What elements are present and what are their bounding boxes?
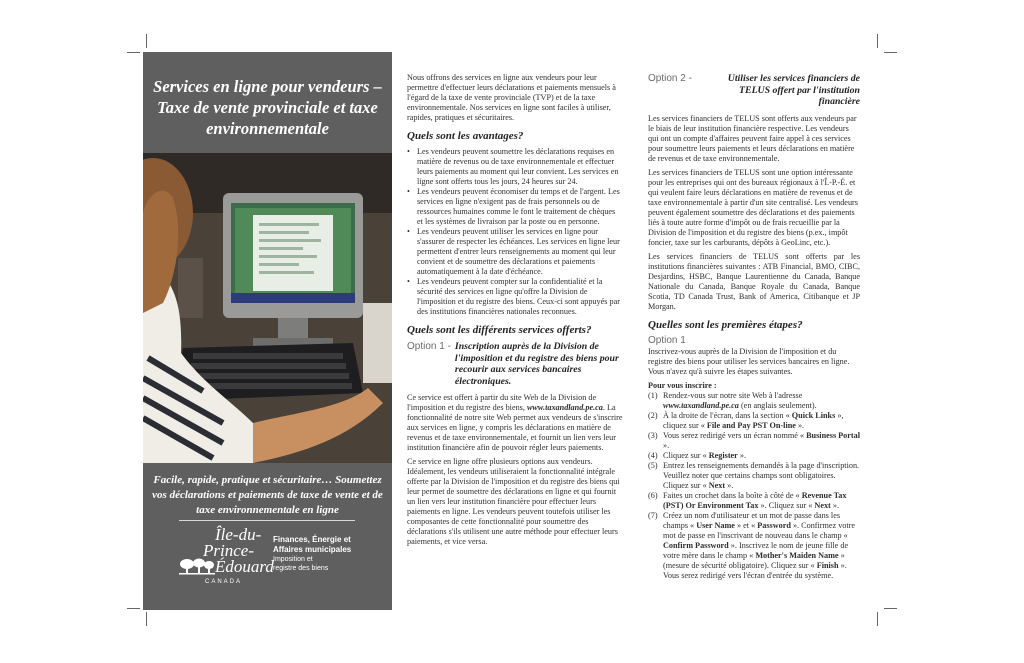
step-item: (7) Créez un nom d'utilisateur et un mot de passe dans les champs « User Name » et « Password ». Confirmez votre mot de passe en l'inscrivant de nouveau dans le champ « Confirm Password ». Inscrivez le nom de jeune fille de votre mère dans le champ « Mother's Maiden Name » (mesure de sécurité obligatoire). Cliquez sur « Finish ». Vous serez redirigé vers l'écran d'entrée du système.	[648, 510, 856, 580]
crop-mark	[884, 608, 897, 609]
cover-photo	[143, 153, 392, 463]
dept-line: registre des biens	[273, 565, 329, 572]
paragraph: Les services financiers de TELUS sont une option intéressante pour les entreprises qui ont des bureaux régionaux à l'Î.-P.-É. et qui veulent faire leurs déclarations en matière de revenus et de taxe environnementale à partir d'un site centralisé. Les vendeurs peuvent également soumettre des déclarations et des paiements liés à toute autre forme d'impôt ou de frais recueillie par la Division de l'imposition et du registre des biens (p.ex., impôt foncier, taxe sur les carburants, dépôts à GeoLinc, etc.).	[648, 167, 858, 247]
step-item: (1) Rendez-vous sur notre site Web à l'adresse www.taxandland.pe.ca (en anglais seulement).	[648, 390, 817, 410]
list-item: • Les vendeurs peuvent soumettre les déclarations requises en matière de revenus ou de taxe environnementale et effectuer leurs paiements au moment qui leur convient. Les services en ligne sont offerts tous les jours, 24 heures sur 24.	[407, 147, 619, 186]
crop-mark	[877, 612, 878, 626]
logo-word-3: Édouard	[215, 557, 274, 576]
dept-line: Finances, Énergie et	[273, 535, 351, 544]
step-item: (3) Vous serez redirigé vers un écran nommé « Business Portal ».	[648, 430, 861, 450]
option-1-label: Option 1	[648, 334, 686, 346]
crop-mark	[146, 34, 147, 48]
right-column	[648, 73, 860, 581]
option-title: Inscription auprès de la Division de l'imposition et du registre des biens pour recourir aux services bancaires électroniques.	[454, 341, 619, 387]
option-1-heading	[407, 341, 623, 387]
crop-mark	[146, 612, 147, 626]
step-item: (5) Entrez les renseignements demandés à la page d'inscription. Veuillez noter que certains champs sont obligatoires. Cliquez sur « Next ».	[648, 460, 860, 490]
steps-list	[648, 391, 860, 581]
cover-title: Services en ligne pour vendeurs – Taxe de vente provinciale et taxe environnementale	[153, 77, 382, 138]
paragraph: Inscrivez-vous auprès de la Division de l'imposition et du registre des biens pour utiliser les services bancaires en ligne. Vous n'avez qu'à suivre les étapes suivantes.	[648, 346, 850, 376]
paragraph: Ce service est offert à partir du site Web de la Division de l'imposition et du registre des biens, www.taxandland.pe.ca. La fonctionnalité de notre site Web permet aux vendeurs de s'inscrire aux services en ligne, y compris les déclarations en matière de revenus et de taxe environnementale, et fournit un lien vers leur institution financière afin de pouvoir régler leurs paiements.	[407, 393, 623, 452]
option-2-heading	[648, 73, 860, 108]
logo-word-1: Île-du-	[215, 525, 262, 544]
option-label: Option 2 -	[648, 73, 692, 84]
cover-tagline: Facile, rapide, pratique et sécuritaire… Soumettez vos déclarations et paiements de taxe de vente et de taxe environnementale en ligne	[152, 474, 383, 516]
paragraph: Les services financiers de TELUS sont offerts aux vendeurs par le biais de leur institution financière respective. Les vendeurs qui ont un compte d'affaires peuvent faire appel à ces services pour soumettre leurs paiements et leurs déclarations en matière de revenus et de taxe environnementale.	[648, 113, 857, 163]
pei-logo	[175, 525, 274, 590]
list-item: • Les vendeurs peuvent compter sur la confidentialité et la sécurité des services en ligne qu'offre la Division de l'imposition et du registre des biens. Ceux-ci sont appuyés par des institutions financières nationales reconnues.	[407, 277, 620, 316]
dept-line: Imposition et	[273, 556, 313, 563]
paragraph: Ce service en ligne offre plusieurs options aux vendeurs. Idéalement, les vendeurs utiliseraient la fonctionnalité intégrale offerte par la Division de l'imposition et du registre des biens qui leur permet de soumettre des déclarations en ligne et qui fournit un lien vers leur institution financière pour effectuer leurs paiements en ligne. Les vendeurs peuvent toutefois utiliser les composantes de cette fonctionnalité pour soumettre des déclarations s'ils utilisent une autre méthode pour effectuer leurs paiements, et vice versa.	[407, 457, 620, 546]
step-item: (4) Cliquez sur « Register ».	[648, 450, 747, 460]
crop-mark	[884, 52, 897, 53]
logo-word-2: Prince-	[203, 541, 254, 560]
middle-column	[407, 73, 623, 551]
crop-mark	[877, 34, 878, 48]
step-item: (2) À la droite de l'écran, dans la section « Quick Links », cliquez sur « File and Pay PST On-line ».	[648, 410, 844, 430]
list-item: • Les vendeurs peuvent économiser du temps et de l'argent. Les services en ligne n'exigent pas de frais personnels ou de ressources humaines comme le font le traitement de chèques et les systèmes de livraison par la poste ou en personne.	[407, 187, 620, 226]
advantages-list	[407, 147, 623, 317]
option-label: Option 1 -	[407, 341, 451, 352]
website-link[interactable]: www.taxandland.pe.ca	[526, 403, 603, 412]
divider	[179, 520, 355, 521]
option-title: Utiliser les services financiers de TELUS offert par l'institution financière	[727, 73, 860, 107]
heading-steps: Quelles sont les premières étapes?	[648, 318, 803, 331]
crop-mark	[127, 608, 140, 609]
website-link[interactable]: www.taxandland.pe.ca	[663, 400, 739, 410]
step-item: (6) Faites un crochet dans la boîte à côté de « Revenue Tax (PST) Or Environment Tax ». Cliquez sur « Next ».	[648, 490, 847, 510]
cover-panel	[143, 52, 392, 610]
photo-illustration	[143, 153, 392, 463]
heading-advantages: Quels sont les avantages?	[407, 130, 524, 142]
register-label: Pour vous inscrire :	[648, 380, 717, 390]
intro-paragraph: Nous offrons des services en ligne aux vendeurs pour leur permettre d'effectuer leurs déclarations et paiements mensuels à l'égard de la taxe de vente provinciale (TVP) et de la taxe environnementale. Nos services en ligne sont faciles à utiliser, rapides, pratiques et sécuritaires.	[407, 73, 616, 122]
paragraph: Les services financiers de TELUS sont offerts par les institutions financières suivantes : ATB Financial, BMO, CIBC, Desjardins, HSBC, Banque Laurentienne du Canada, Banque Nationale du Canada, Banque Royale du Canada, Banque Scotia, TD Canada Trust, Bank of America, Citibanque et JP Morgan.	[648, 251, 860, 311]
department-name	[273, 535, 351, 573]
dept-line: Affaires municipales	[273, 545, 352, 554]
heading-services: Quels sont les différents services offerts?	[407, 324, 592, 336]
crop-mark	[127, 52, 140, 53]
list-item: • Les vendeurs peuvent utiliser les services en ligne pour s'assurer de respecter les échéances. Les services en ligne leur permettent d'entrer leurs renseignements au moment qui leur convient et de soumettre des déclarations et paiements automatiquement à la date d'échéance.	[407, 227, 620, 276]
logo-country: CANADA	[205, 579, 243, 585]
